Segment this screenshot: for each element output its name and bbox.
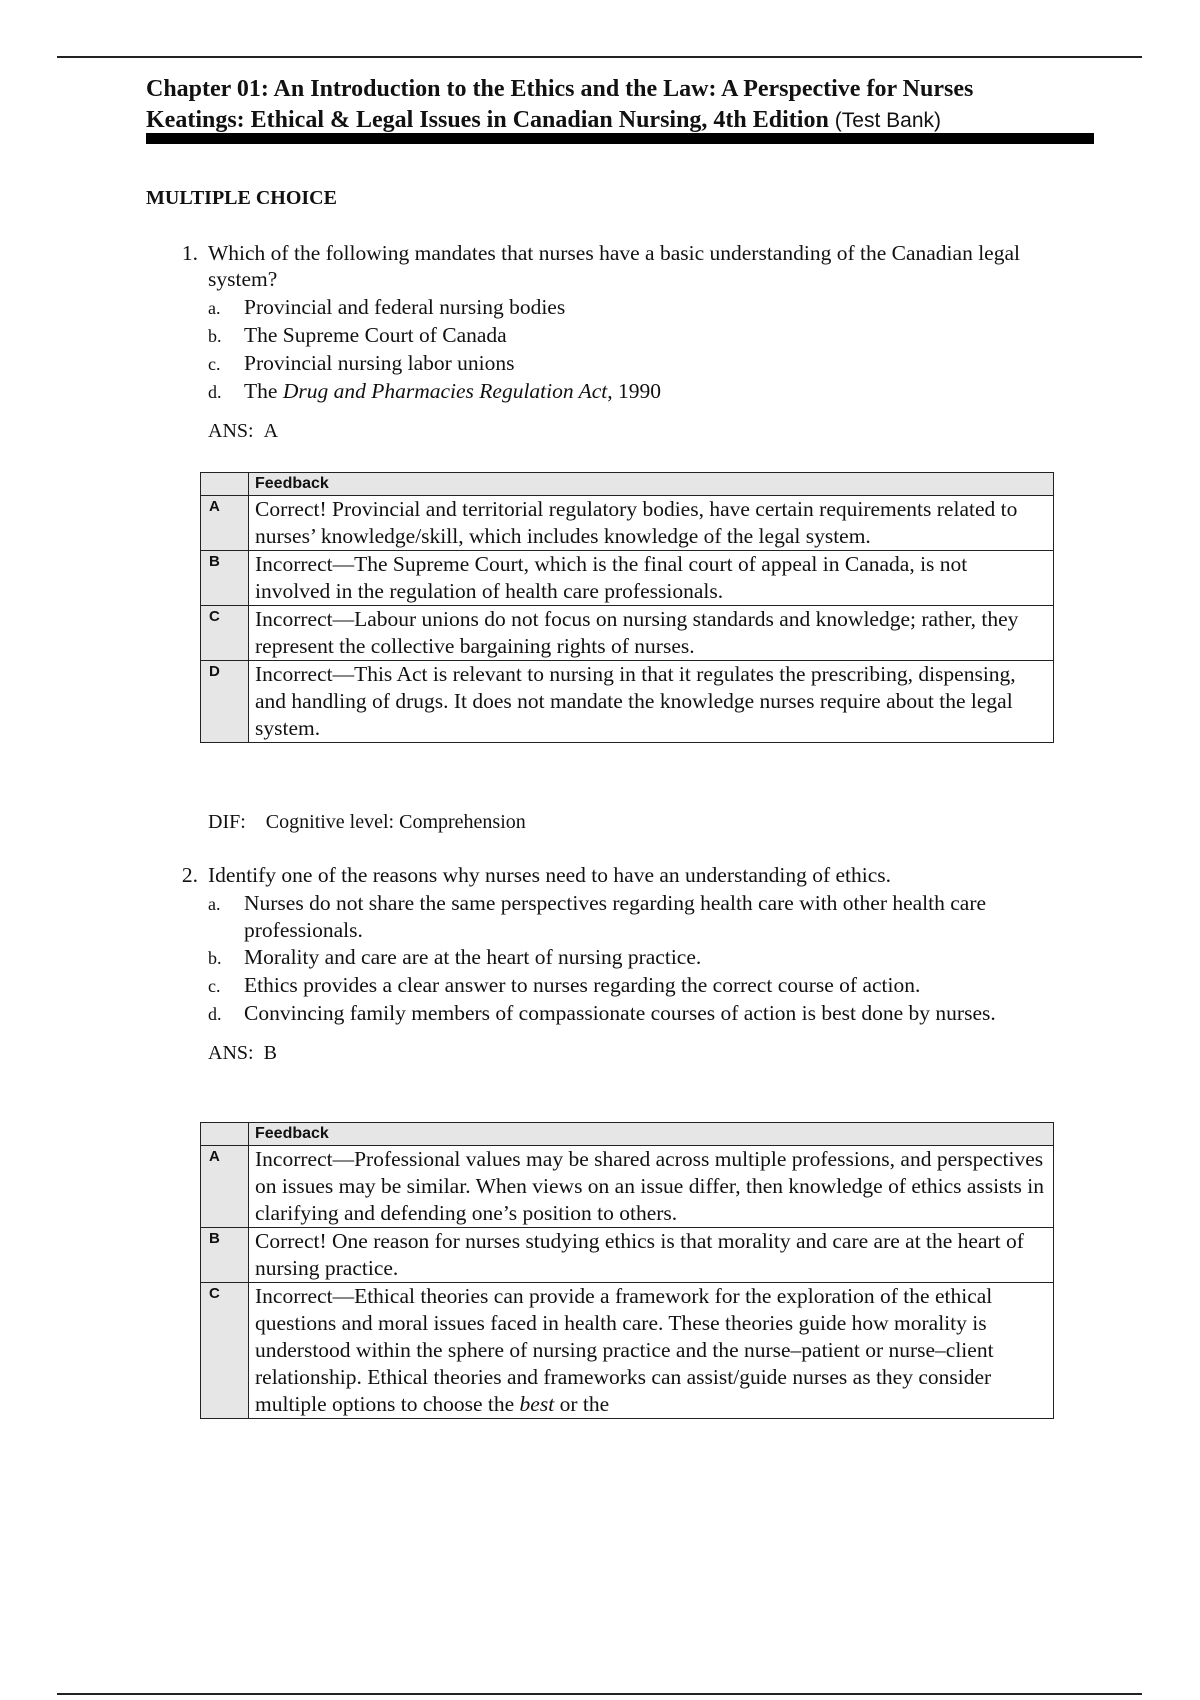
chapter-title: Chapter 01: An Introduction to the Ethics and the Law: A Perspective for Nurses	[146, 76, 974, 102]
option-d: d. The Drug and Pharmacies Regulation Act, 1990	[208, 379, 662, 403]
bottom-rule	[57, 1693, 1142, 1695]
question-stem: Identify one of the reasons why nurses need to have an understanding of ethics.	[208, 863, 892, 887]
option-b: b. Morality and care are at the heart of nursing practice.	[208, 945, 702, 969]
feedback-header-row	[201, 1123, 1054, 1146]
document-header	[146, 74, 1096, 136]
question-1	[146, 240, 1076, 443]
book-title	[146, 105, 1096, 136]
feedback-row: D Incorrect—This Act is relevant to nursing in that it regulates the prescribing, dispensing, and handling of drugs. It does not mandate the knowledge nurses require about the legal system.	[201, 661, 1054, 743]
option-a: a. Provincial and federal nursing bodies	[208, 295, 566, 319]
feedback-row: B Incorrect—The Supreme Court, which is the final court of appeal in Canada, is not involved in the regulation of health care professionals.	[201, 551, 1054, 606]
top-rule	[57, 56, 1142, 58]
answer-value: A	[263, 420, 279, 442]
question-stem: Which of the following mandates that nurses have a basic understanding of the Canadian legal system?	[208, 241, 1020, 291]
section-title: MULTIPLE CHOICE	[146, 187, 337, 209]
feedback-row: A Correct! Provincial and territorial regulatory bodies, have certain requirements related to nurses’ knowledge/skill, which includes knowledge of the legal system.	[201, 496, 1054, 551]
question-number: 2.	[181, 863, 198, 887]
feedback-table-2	[200, 1122, 1054, 1419]
book-title-text: Keatings: Ethical & Legal Issues in Canadian Nursing, 4th Edition	[146, 107, 829, 133]
header-bar	[146, 133, 1094, 144]
option-d: d. Convincing family members of compassionate courses of action is best done by nurses.	[208, 1001, 996, 1025]
test-bank-tag: (Test Bank)	[834, 109, 941, 132]
answer-line: ANS: B	[208, 1042, 277, 1064]
options-list	[208, 294, 1076, 406]
options-list	[208, 890, 1076, 1028]
option-c: c. Provincial nursing labor unions	[208, 351, 515, 375]
question-number: 1.	[181, 241, 198, 265]
difficulty-value: Cognitive level: Comprehension	[265, 811, 526, 833]
feedback-row: B Correct! One reason for nurses studying ethics is that morality and care are at the heart of nursing practice.	[201, 1228, 1054, 1283]
feedback-header: Feedback	[249, 473, 1054, 496]
feedback-row: C Incorrect—Ethical theories can provide a framework for the exploration of the ethical questions and moral issues faced in health care. These theories guide how morality is understood within the sphere of nursing practice and the nurse–patient or nurse–client relationship. Ethical theories and frameworks can assist/guide nurses as they consider multiple options to choose the best or the	[201, 1283, 1054, 1419]
feedback-row: C Incorrect—Labour unions do not focus on nursing standards and knowledge; rather, they represent the collective bargaining rights of nurses.	[201, 606, 1054, 661]
difficulty-1: DIF: Cognitive level: Comprehension	[208, 811, 526, 833]
answer-line: ANS: A	[208, 420, 279, 442]
feedback-table-1	[200, 472, 1054, 743]
feedback-row: A Incorrect—Professional values may be shared across multiple professions, and perspectives on issues may be similar. When views on an issue differ, then knowledge of ethics assists in clarifying and defending one’s position to others.	[201, 1146, 1054, 1228]
option-b: b. The Supreme Court of Canada	[208, 323, 507, 347]
question-2	[146, 862, 1076, 1065]
option-a: a. Nurses do not share the same perspectives regarding health care with other health care professionals.	[208, 891, 987, 942]
option-c: c. Ethics provides a clear answer to nurses regarding the correct course of action.	[208, 973, 921, 997]
answer-value: B	[263, 1042, 277, 1064]
feedback-header-row	[201, 473, 1054, 496]
feedback-header: Feedback	[249, 1123, 1054, 1146]
